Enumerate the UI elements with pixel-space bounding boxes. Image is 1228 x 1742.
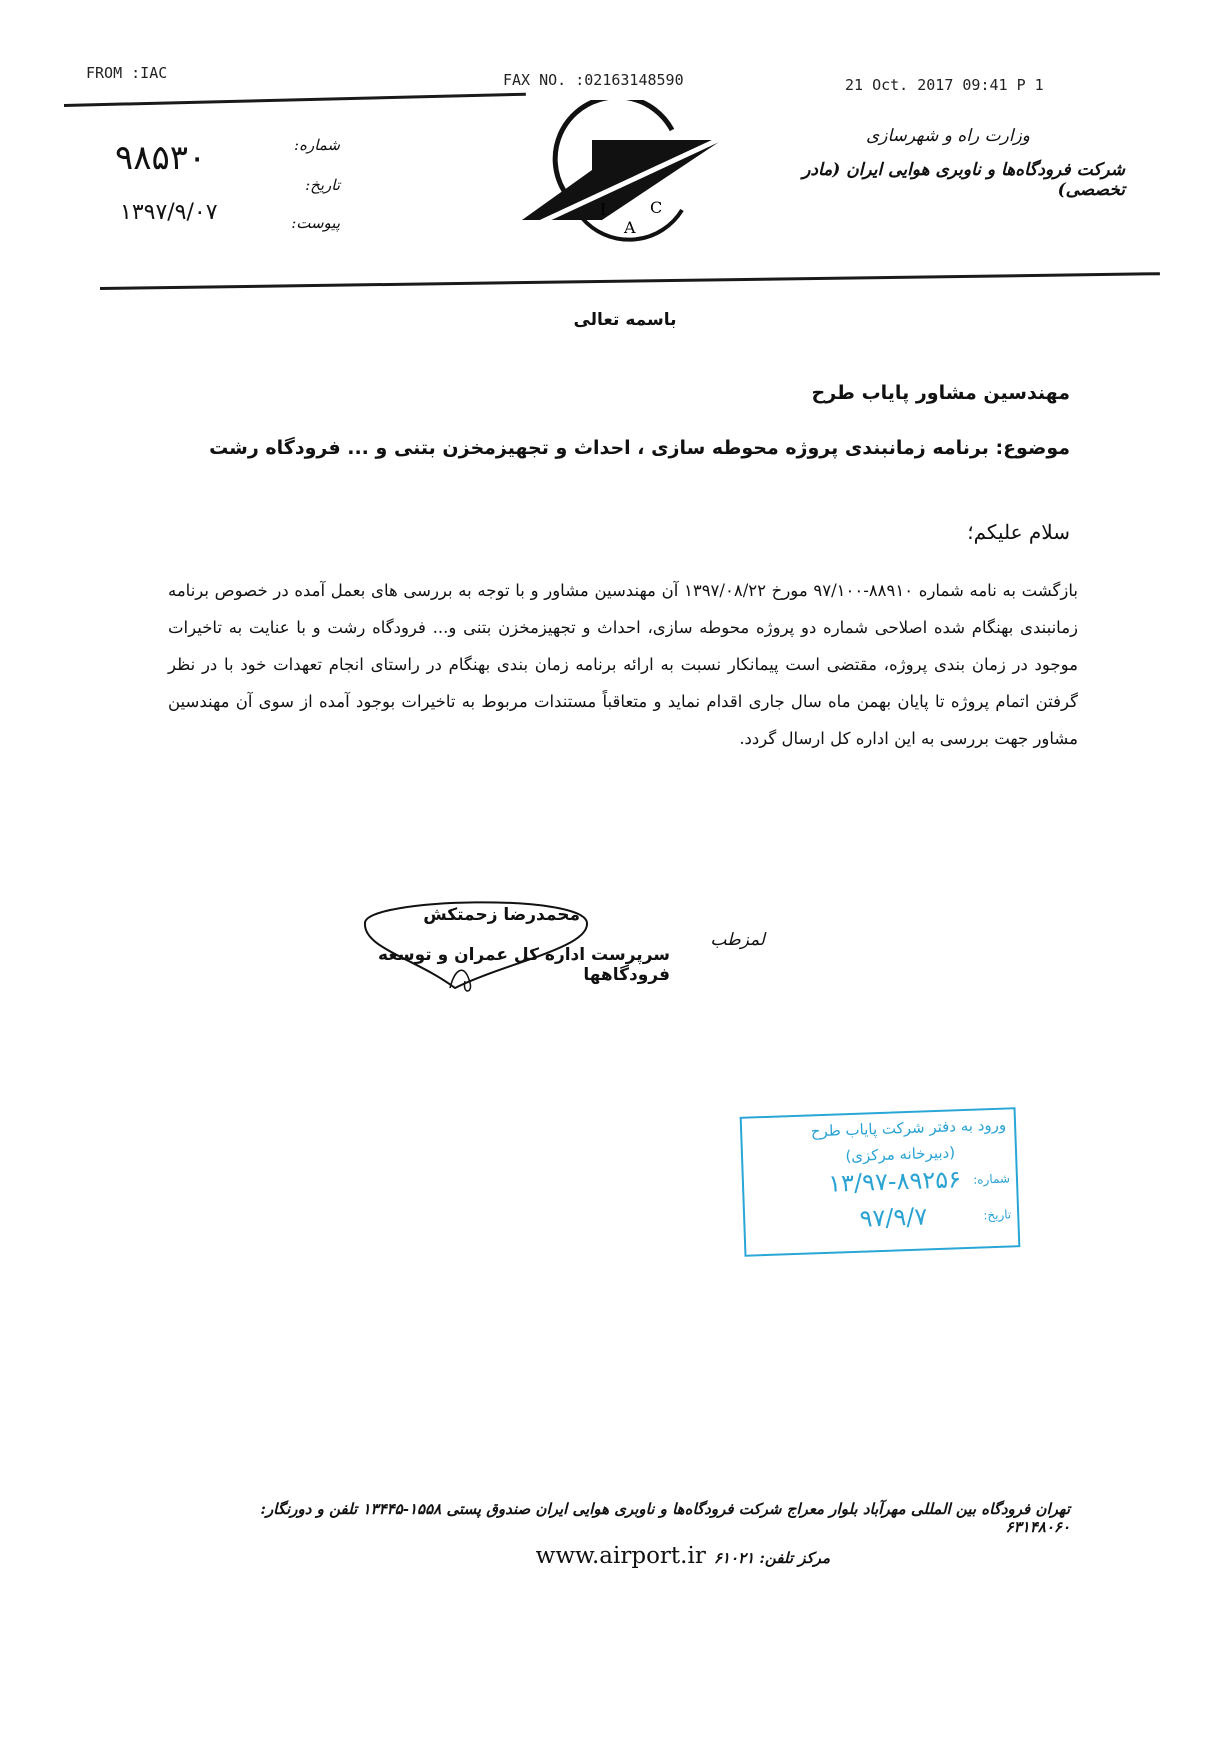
signatory-title: سرپرست اداره کل عمران و توسعه فرودگاهها <box>378 945 670 985</box>
stamp-number-label: شماره: <box>972 1171 1011 1187</box>
logo-letter-a: A <box>624 218 636 237</box>
header-divider-top <box>64 93 526 107</box>
logo-letter-c: C <box>650 198 663 217</box>
footer-address: تهران فرودگاه بین المللی مهرآباد بلوار معراج شرکت فرودگاه‌ها و ناوبری هوایی ایران صندوق پستی ۱۵۵۸-۱۳۴۴۵ تلفن و دورنگار: ۶۳۱۴۸۰۶۰ <box>260 1500 1070 1536</box>
stamp-date-label: تاریخ: <box>983 1207 1012 1223</box>
iac-logo <box>522 100 732 250</box>
handwritten-note: لمزطب <box>710 930 765 950</box>
greeting: سلام علیکم؛ <box>967 520 1070 544</box>
letter-body: بازگشت به نامه شماره ۸۸۹۱۰-۹۷/۱۰۰ مورخ ۱۳۹۷/۰۸/۲۲ آن مهندسین مشاور و با توجه به بررسی های بعمل آمده در خصوص برنامه زمانبندی بهنگام شده اصلاحی شماره دو پروژه محوطه سازی، احداث و تجهیزمخزن بتنی و... فرودگاه رشت و با عنایت به تاخیرات موجود در زمان بندی پروژه، مقتضی است پیمانکار نسبت به ارائه برنامه زمان بندی بهنگام در راستای انجام تعهدات خود با در نظر گرفتن اتمام پروژه تا پایان بهمن ماه سال جاری اقدام نماید و متعاقباً مستندات مربوط به تاخیرات بوجود آمده از سوی آن مهندسین مشاور جهت بررسی به این اداره کل ارسال گردد. <box>168 581 1078 748</box>
footer-website[interactable]: www.airport.ir <box>535 1543 706 1569</box>
signatory-name: محمدرضا زحمتکش <box>423 905 580 925</box>
stamp-number-value: ۱۳/۹۷-۸۹۲۵۶ <box>827 1165 962 1198</box>
subject: موضوع: برنامه زمانبندی پروژه محوطه سازی ، احداث و تجهیزمخزن بتنی و ... فرودگاه رشت <box>209 437 1070 459</box>
number-label: شماره: <box>294 136 340 154</box>
attachment-label: پیوست: <box>291 214 340 232</box>
logo-letter-i: I <box>600 200 607 219</box>
header-divider-bottom <box>100 272 1160 290</box>
fax-number: FAX NO. :02163148590 <box>503 71 684 89</box>
company-name: شرکت فرودگاه‌ها و ناوبری هوایی ایران (مادر تخصصی) <box>802 160 1125 200</box>
stamp-date-value: ۹۷/۹/۷ <box>859 1202 928 1233</box>
footer-phone: مرکز تلفن: ۶۱۰۲۱ <box>713 1549 830 1567</box>
recipient: مهندسین مشاور پایاب طرح <box>811 382 1070 404</box>
date-label: تاریخ: <box>305 176 340 194</box>
stamp-line1: ورود به دفتر شرکت پایاب طرح <box>810 1115 1007 1141</box>
invocation: باسمه تعالی <box>573 310 677 330</box>
letter-number-value: ۹۸۵۳۰ <box>115 138 207 178</box>
fax-from: FROM :IAC <box>86 64 168 82</box>
receipt-stamp <box>740 1107 1021 1257</box>
fax-datetime: 21 Oct. 2017 09:41 P 1 <box>845 76 1044 94</box>
footer-contact <box>500 1543 830 1569</box>
stamp-line2: (دبیرخانه مرکزی) <box>845 1143 956 1166</box>
letter-date-value: ۱۳۹۷/۹/۰۷ <box>120 200 218 225</box>
ministry-name: وزارت راه و شهرسازی <box>865 126 1030 146</box>
